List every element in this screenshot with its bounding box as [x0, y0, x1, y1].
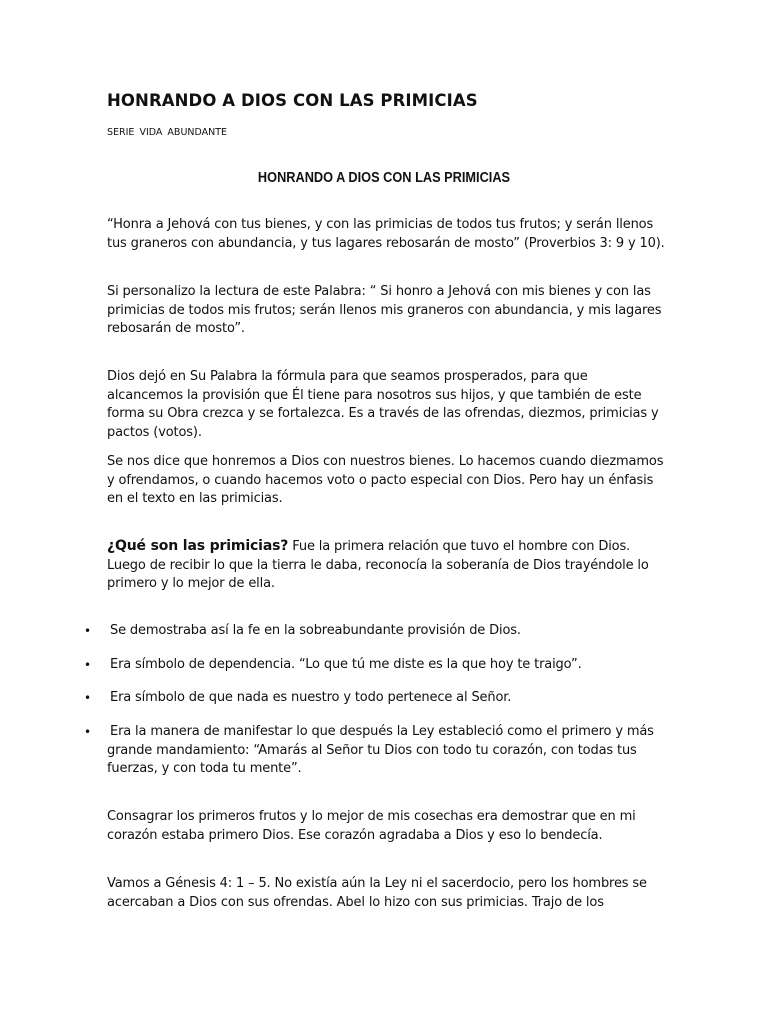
- series-label: SERIE VIDA ABUNDANTE: [107, 127, 228, 138]
- bullet-icon: •: [84, 624, 91, 638]
- bullet-item: [84, 723, 674, 779]
- paragraph-proverbs-quote: “Honra a Jehová con tus bienes, y con las primicias de todos tus frutos; y serán llenos tus graneros con abundancia, y tus lagares rebosarán de mosto” (Proverbios 3: 9 y 10).: [107, 217, 665, 251]
- bullet-icon: •: [84, 725, 91, 739]
- paragraph-what-are-firstfruits: [107, 537, 667, 594]
- document-title: HONRANDO A DIOS CON LAS PRIMICIAS: [107, 91, 478, 110]
- paragraph-personalized-reading: Si personalizo la lectura de este Palabra: “ Si honro a Jehová con mis bienes y con las primicias de todos mis frutos; serán llenos mis graneros con abundancia, y mis lagares rebosarán de mosto”.: [107, 284, 662, 336]
- paragraph-honor-with-goods: Se nos dice que honremos a Dios con nuestros bienes. Lo hacemos cuando diezmamos y ofrendamos, o cuando hacemos voto o pacto especial con Dios. Pero hay un énfasis en el texto en las primicias.: [107, 454, 664, 506]
- document-subtitle: HONRANDO A DIOS CON LAS PRIMICIAS: [257, 170, 511, 186]
- question-heading: ¿Qué son las primicias?: [107, 538, 289, 554]
- bullet-text: Era la manera de manifestar lo que después la Ley estableció como el primero y más grande mandamiento: “Amarás al Señor tu Dios con todo tu corazón, con todas tus fuerzas, y con toda tu mente”.: [107, 724, 654, 776]
- bullet-item: [84, 689, 674, 708]
- paragraph-genesis: Vamos a Génesis 4: 1 – 5. No existía aún la Ley ni el sacerdocio, pero los hombres se acercaban a Dios con sus ofrendas. Abel lo hizo con sus primicias. Trajo de los: [107, 876, 647, 910]
- bullet-icon: •: [84, 691, 91, 705]
- bullet-text: Era símbolo de dependencia. “Lo que tú me diste es la que hoy te traigo”.: [110, 657, 582, 672]
- paragraph-formula: Dios dejó en Su Palabra la fórmula para que seamos prosperados, para que alcancemos la provisión que Él tiene para nosotros sus hijos, y que también de este forma su Obra crezca y se fortalezca. Es a través de las ofrendas, diezmos, primicias y pactos (votos).: [107, 369, 659, 440]
- question-answer: Fue la primera relación que tuvo el hombre con Dios. Luego de recibir lo que la tierra le daba, reconocía la soberanía de Dios trayéndole lo primero y lo mejor de ella.: [107, 539, 649, 591]
- bullet-text: Era símbolo de que nada es nuestro y todo pertenece al Señor.: [110, 690, 512, 705]
- bullet-item: [84, 622, 674, 641]
- paragraph-consecrate-firstfruits: Consagrar los primeros frutos y lo mejor de mis cosechas era demostrar que en mi corazón estaba primero Dios. Ese corazón agradaba a Dios y eso lo bendecía.: [107, 809, 636, 843]
- bullet-icon: •: [84, 658, 91, 672]
- bullet-text: Se demostraba así la fe en la sobreabundante provisión de Dios.: [110, 623, 521, 638]
- bullet-item: [84, 656, 674, 675]
